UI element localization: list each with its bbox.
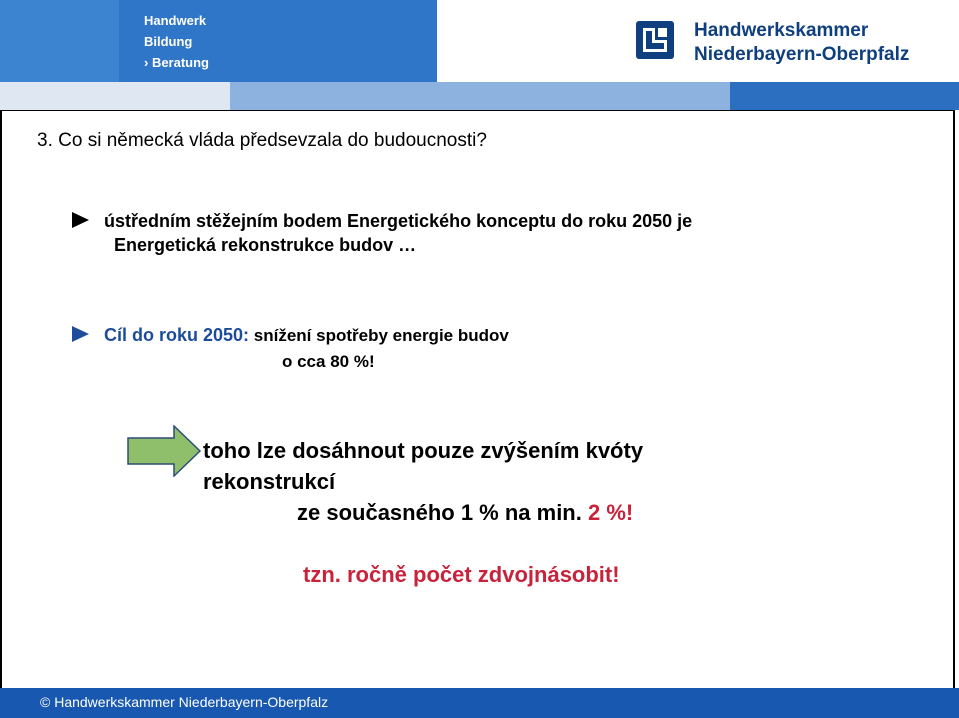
footer-copyright: © Handwerkskammer Niederbayern-Oberpfalz: [40, 694, 329, 710]
logo-line-2: Niederbayern-Oberpfalz: [694, 44, 910, 65]
conclusion-line3-pre: ze současného 1 % na min.: [297, 500, 582, 525]
bullet1-line1: ústředním stěžejním bodem Energetického konceptu do roku 2050 je: [104, 211, 693, 231]
conclusion-line3: [203, 497, 643, 528]
chamber-logo-text: [694, 19, 909, 67]
chamber-logo-icon: [636, 21, 674, 59]
header-tile-left: [0, 0, 119, 82]
header-band-light: [0, 82, 230, 110]
header-band-mid: [230, 82, 730, 110]
goal-rest: snížení spotřeby energie budov: [253, 326, 509, 345]
goal-line2: o cca 80 %!: [282, 352, 375, 371]
bullet-energy-concept: [72, 209, 692, 257]
header-motto: [144, 10, 209, 73]
bullet1-line2: Energetická rekonstrukce budov …: [114, 235, 417, 255]
bullet-arrow-icon: [72, 212, 89, 228]
header-band-dark: [730, 82, 959, 110]
goal-lead: Cíl do roku 2050:: [104, 325, 250, 345]
final-statement: tzn. ročně počet zdvojnásobit!: [303, 562, 620, 587]
conclusion-line3-red: 2 %!: [588, 500, 634, 525]
conclusion-text: [203, 435, 643, 528]
motto-line-1: Handwerk: [144, 13, 207, 28]
conclusion-line2: rekonstrukcí: [203, 469, 336, 494]
green-arrow-icon: [127, 425, 202, 477]
slide-title: 3. Co si německá vláda předsevzala do budoucnosti?: [37, 130, 487, 151]
slide-frame: [0, 110, 955, 688]
bullet-goal-2050: [72, 322, 509, 375]
logo-line-1: Handwerkskammer: [694, 20, 869, 41]
header: [0, 0, 959, 84]
bullet-arrow-icon: [72, 326, 89, 342]
motto-line-3: › Beratung: [144, 55, 209, 70]
conclusion-line1: toho lze dosáhnout pouze zvýšením kvóty: [203, 438, 644, 463]
motto-line-2: Bildung: [144, 34, 193, 49]
